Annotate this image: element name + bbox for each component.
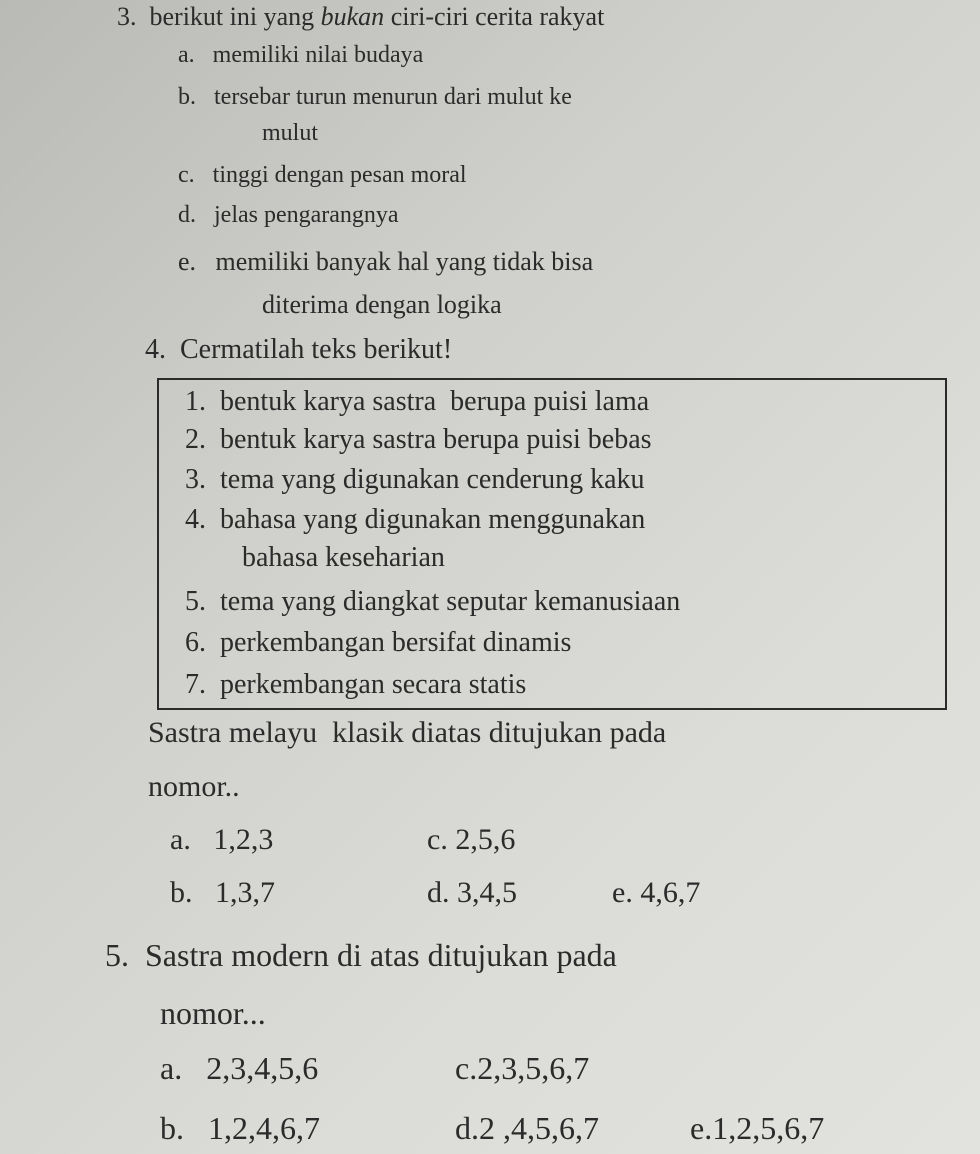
q4-prompt: Sastra melayu klasik diatas ditujukan pada — [148, 716, 667, 749]
q5-option-e: e.1,2,5,6,7 — [690, 1110, 825, 1146]
box-item-6: 6. perkembangan bersifat dinamis — [185, 627, 572, 658]
question-4: 4. Cermatilah teks berikut! — [145, 334, 453, 365]
q3-option-b: b. tersebar turun menurun dari mulut ke — [178, 84, 572, 110]
q4-option-a: a. 1,2,3 — [170, 823, 274, 856]
box-item-3: 3. tema yang digunakan cenderung kaku — [185, 464, 645, 495]
q4-option-c: c. 2,5,6 — [427, 823, 516, 856]
q5-option-c: c.2,3,5,6,7 — [455, 1050, 590, 1086]
q3-text: 3. berikut ini yang — [117, 2, 321, 31]
box-item-4-cont: bahasa keseharian — [242, 542, 445, 573]
box-item-2: 2. bentuk karya sastra berupa puisi bebas — [185, 424, 652, 455]
q3-italic: bukan — [320, 2, 385, 31]
box-item-1: 1. bentuk karya sastra berupa puisi lama — [185, 386, 650, 417]
q4-option-b: b. 1,3,7 — [170, 876, 275, 909]
q5-option-d: d.2 ,4,5,6,7 — [455, 1110, 599, 1146]
q3-option-b-cont: mulut — [262, 120, 319, 146]
q4-prompt-cont: nomor.. — [148, 770, 240, 803]
q5-option-a: a. 2,3,4,5,6 — [160, 1050, 319, 1086]
q3-option-d: d. jelas pengarangnya — [178, 202, 399, 228]
q3-option-e-cont: diterima dengan logika — [262, 290, 502, 319]
q3-option-c: c. tinggi dengan pesan moral — [178, 162, 467, 188]
q5-prompt-cont: nomor... — [160, 995, 266, 1031]
q3-option-e: e. memiliki banyak hal yang tidak bisa — [178, 247, 594, 276]
q3-option-a: a. memiliki nilai budaya — [178, 42, 424, 68]
box-item-7: 7. perkembangan secara statis — [185, 669, 527, 700]
q4-option-d: d. 3,4,5 — [427, 876, 517, 909]
box-item-5: 5. tema yang diangkat seputar kemanusiaan — [185, 586, 681, 617]
question-3 — [117, 4, 604, 30]
q4-option-e: e. 4,6,7 — [612, 876, 701, 909]
question-5: 5. Sastra modern di atas ditujukan pada — [105, 937, 617, 973]
q3-text-end: ciri-ciri cerita rakyat — [384, 2, 605, 31]
q5-option-b: b. 1,2,4,6,7 — [160, 1110, 320, 1146]
box-item-4: 4. bahasa yang digunakan menggunakan — [185, 504, 646, 535]
